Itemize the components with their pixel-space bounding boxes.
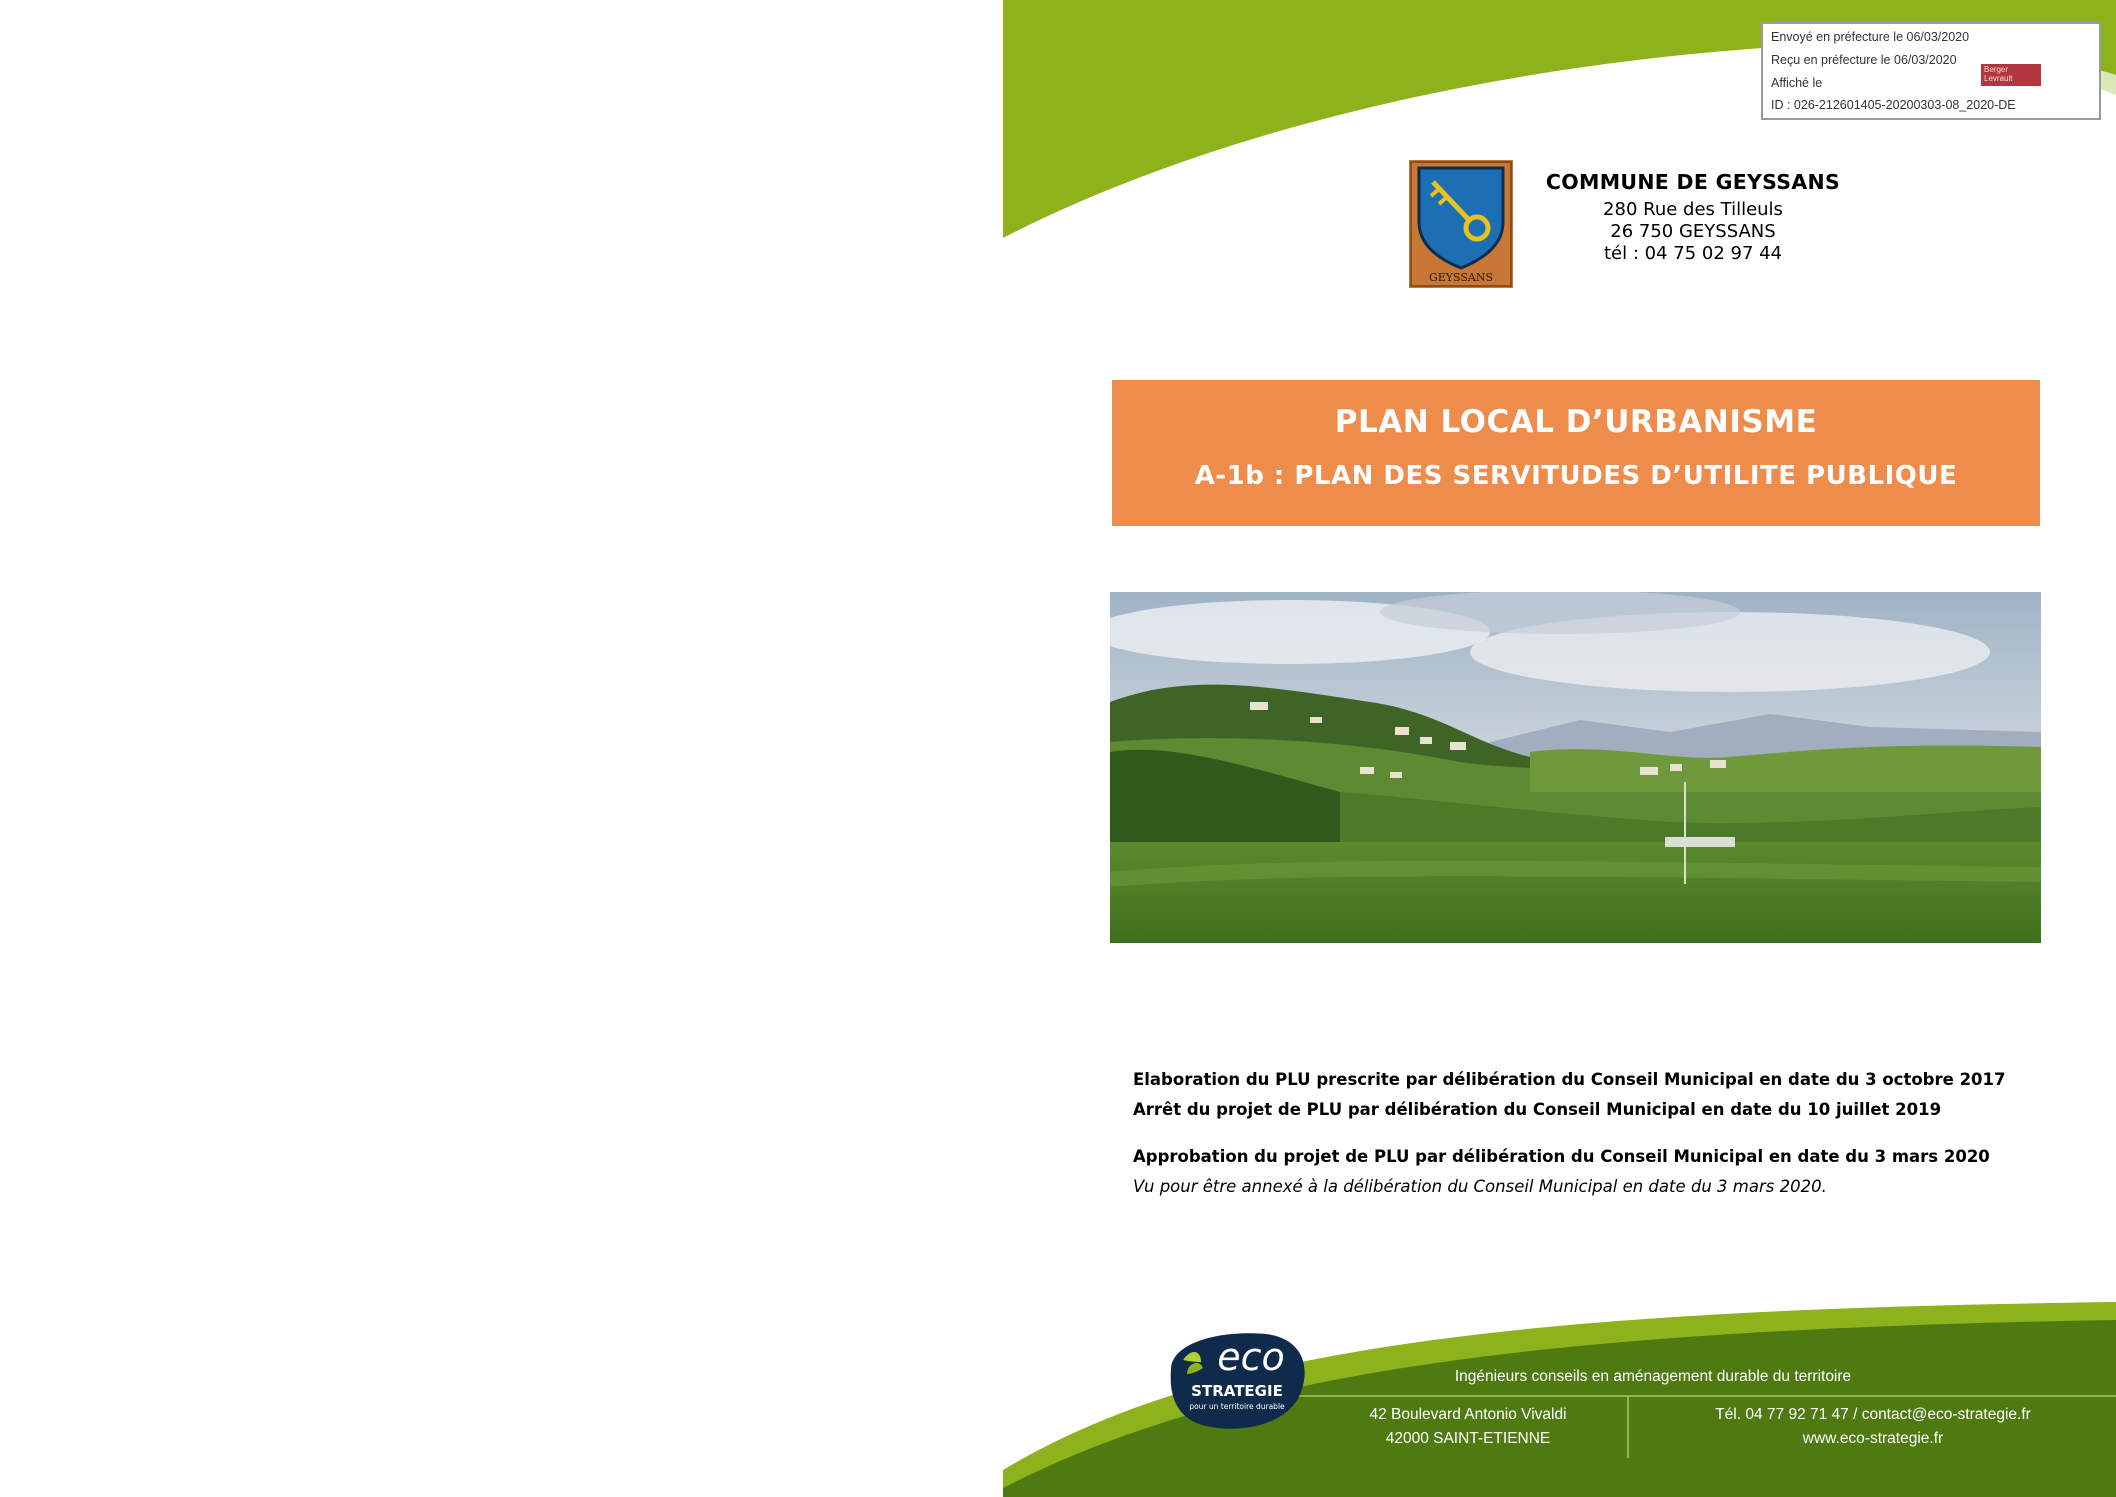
logo-strategie-text: STRATEGIE	[1191, 1382, 1283, 1400]
document-subtitle: A-1b : PLAN DES SERVITUDES D’UTILITE PUBLIQUE	[1194, 461, 1958, 491]
note-elaboration: Elaboration du PLU prescrite par délibération du Conseil Municipal en date du 3 octobre 2017	[1133, 1070, 2006, 1089]
footer-tagline: Ingénieurs conseils en aménagement durable du territoire	[1454, 1368, 1852, 1385]
landscape-photo	[1110, 592, 2041, 943]
key-coat-of-arms-icon	[1409, 160, 1513, 288]
stamp-posted: Affiché le	[1771, 76, 1823, 90]
commune-street: 280 Rue des Tilleuls	[1603, 199, 1783, 220]
footer-address-line1: 42 Boulevard Antonio Vivaldi	[1369, 1406, 1567, 1423]
document-page	[1003, 0, 2116, 1497]
title-banner	[1112, 380, 2040, 526]
commune-header	[1523, 170, 1863, 265]
note-approbation: Approbation du projet de PLU par délibération du Conseil Municipal en date du 3 mars 2020	[1133, 1147, 1990, 1166]
crest-label: GEYSSANS	[1428, 271, 1494, 284]
berger-levrault-logo: Berger Levrault	[1981, 64, 2041, 86]
stamp-sent: Envoyé en préfecture le 06/03/2020	[1771, 30, 1970, 44]
commune-name: COMMUNE DE GEYSSANS	[1545, 170, 1841, 194]
stamp-received: Reçu en préfecture le 06/03/2020	[1771, 53, 1957, 67]
stamp-id: ID : 026-212601405-20200303-08_2020-DE	[1771, 98, 2016, 112]
note-arret: Arrêt du projet de PLU par délibération du Conseil Municipal en date du 10 juillet 2019	[1133, 1100, 1942, 1119]
commune-city: 26 750 GEYSSANS	[1610, 221, 1776, 242]
note-annexe: Vu pour être annexé à la délibération du Conseil Municipal en date du 3 mars 2020.	[1133, 1177, 1827, 1196]
prefecture-stamp	[1761, 22, 2101, 120]
footer-address-line2: 42000 SAINT-ETIENNE	[1385, 1430, 1551, 1447]
eco-strategie-logo	[1161, 1330, 1311, 1432]
footer-website: www.eco-strategie.fr	[1802, 1430, 1944, 1447]
logo-sub-text: pour un territoire durable	[1189, 1402, 1285, 1411]
logo-eco-text: eco	[1217, 1335, 1285, 1379]
footer-contact: Tél. 04 77 92 71 47 / contact@eco-strategie.fr	[1715, 1406, 2031, 1423]
document-title: PLAN LOCAL D’URBANISME	[1334, 404, 1818, 440]
commune-phone: tél : 04 75 02 97 44	[1603, 243, 1783, 264]
